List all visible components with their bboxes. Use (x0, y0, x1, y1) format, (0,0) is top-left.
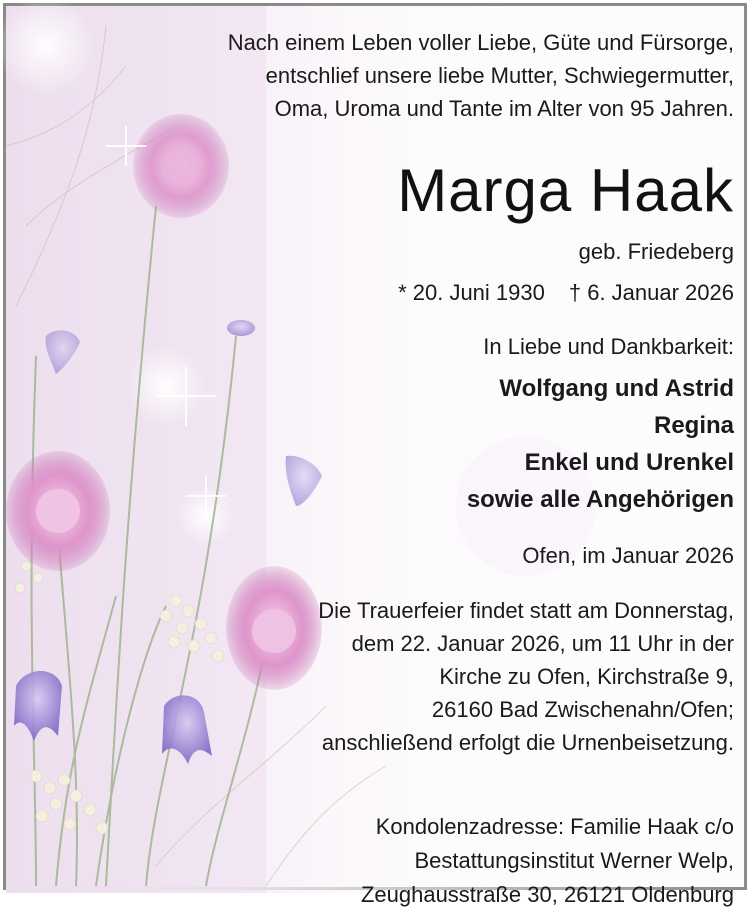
mourner-line: Regina (653, 412, 734, 439)
funeral-line: Kirche zu Ofen, Kirchstraße 9, (439, 664, 734, 689)
intro-line: Oma, Uroma und Tante im Alter von 95 Jahren. (274, 96, 734, 121)
intro-line: entschlief unsere liebe Mutter, Schwiegermutter, (265, 63, 734, 88)
deceased-name: Marga Haak (397, 157, 734, 224)
birth-name: geb. Friedeberg (578, 239, 734, 264)
mourner-line: sowie alle Angehörigen (466, 486, 734, 513)
obituary-notice (3, 3, 747, 907)
mourners-list (467, 370, 734, 518)
birth-date: * 20. Juni 1930 (398, 280, 545, 305)
intro-line: Nach einem Leben voller Liebe, Güte und Fürsorge, (227, 30, 734, 55)
intro-paragraph (228, 26, 734, 125)
funeral-line: Die Trauerfeier findet statt am Donnerstag, (318, 598, 734, 623)
mourner-line: Wolfgang und Astrid (499, 375, 734, 402)
funeral-details (318, 594, 734, 759)
condolence-line: Bestattungsinstitut Werner Welp, (414, 848, 734, 873)
death-date: † 6. Januar 2026 (568, 280, 734, 305)
condolence-line: Zeughausstraße 30, 26121 Oldenburg (360, 882, 734, 907)
funeral-line: 26160 Bad Zwischenahn/Ofen; (431, 697, 734, 722)
thanks-line: In Liebe und Dankbarkeit: (483, 334, 734, 359)
condolence-address (361, 810, 734, 912)
mourner-line: Enkel und Urenkel (524, 449, 734, 476)
funeral-line: dem 22. Januar 2026, um 11 Uhr in der (351, 631, 734, 656)
condolence-line: Kondolenzadresse: Familie Haak c/o (375, 814, 734, 839)
place-date: Ofen, im Januar 2026 (522, 543, 734, 568)
life-dates (398, 280, 734, 306)
funeral-line: anschließend erfolgt die Urnenbeisetzung. (321, 730, 734, 755)
